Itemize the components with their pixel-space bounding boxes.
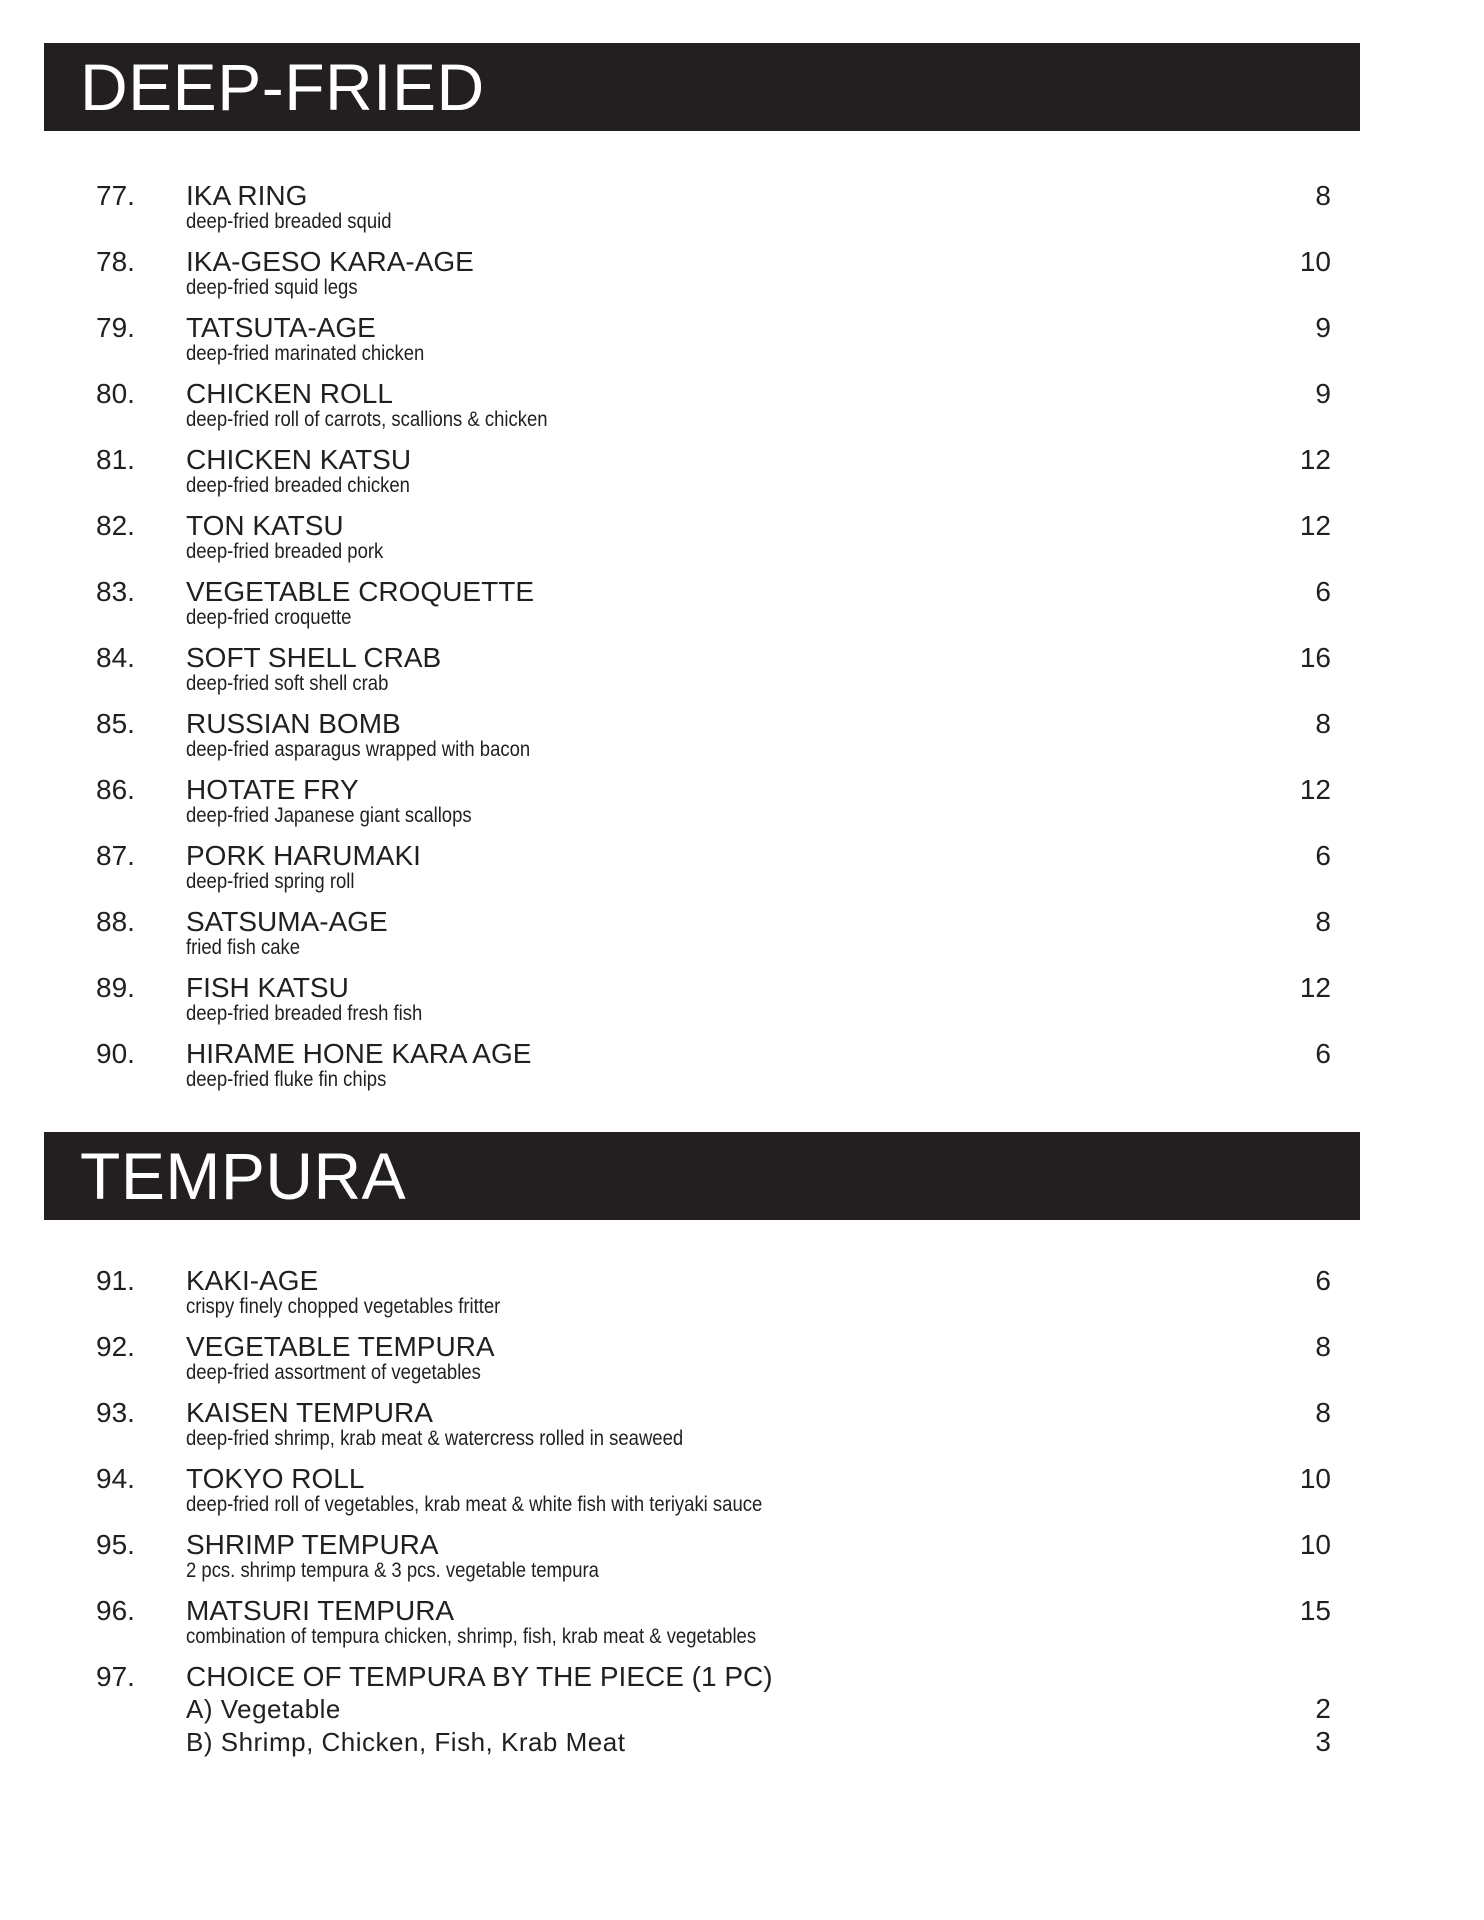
item-price: 6	[1315, 576, 1331, 607]
item-description: deep-fried assortment of vegetables	[186, 1361, 481, 1384]
menu-item	[0, 901, 1484, 967]
item-number: 77.	[96, 180, 135, 211]
menu-item	[0, 1033, 1484, 1099]
menu-item	[0, 637, 1484, 703]
menu-item	[0, 703, 1484, 769]
item-name: TOKYO ROLL	[186, 1463, 365, 1494]
item-number: 88.	[96, 906, 135, 937]
menu-item	[0, 241, 1484, 307]
item-name: MATSURI TEMPURA	[186, 1595, 455, 1626]
item-price: 12	[1299, 444, 1331, 475]
item-number: 80.	[96, 378, 135, 409]
item-name: RUSSIAN BOMB	[186, 708, 401, 739]
tempura-banner	[44, 1132, 1360, 1220]
item-name: VEGETABLE TEMPURA	[186, 1331, 495, 1362]
deep-fried-title: DEEP-FRIED	[80, 50, 485, 124]
item-description: deep-fried fluke fin chips	[186, 1068, 387, 1091]
tempura-choice-options	[0, 1693, 1484, 1759]
menu-item	[0, 769, 1484, 835]
item-price: 6	[1315, 1038, 1331, 1069]
item-number: 84.	[96, 642, 135, 673]
menu-item	[0, 505, 1484, 571]
item-name: VEGETABLE CROQUETTE	[186, 576, 534, 607]
item-description: deep-fried Japanese giant scallops	[186, 804, 472, 827]
item-name: CHICKEN ROLL	[186, 378, 393, 409]
menu-item	[0, 1260, 1484, 1326]
item-name: SOFT SHELL CRAB	[186, 642, 442, 673]
item-description: combination of tempura chicken, shrimp, fish, krab meat & vegetables	[186, 1625, 757, 1648]
item-name: CHOICE OF TEMPURA BY THE PIECE (1 PC)	[186, 1661, 773, 1692]
item-price: 8	[1315, 708, 1331, 739]
item-name: SATSUMA-AGE	[186, 906, 388, 937]
deep-fried-banner	[44, 43, 1360, 131]
item-number: 94.	[96, 1463, 135, 1494]
item-description: deep-fried roll of carrots, scallions & chicken	[186, 408, 548, 431]
item-description: deep-fried squid legs	[186, 276, 358, 299]
tempura-title: TEMPURA	[80, 1139, 407, 1213]
menu-item	[0, 373, 1484, 439]
item-description: deep-fried asparagus wrapped with bacon	[186, 738, 531, 761]
item-price: 9	[1315, 312, 1331, 343]
item-description: fried fish cake	[186, 936, 301, 959]
item-description: deep-fried breaded squid	[186, 210, 392, 233]
item-price: 6	[1315, 840, 1331, 871]
menu-item	[0, 967, 1484, 1033]
item-name: FISH KATSU	[186, 972, 349, 1003]
item-number: 93.	[96, 1397, 135, 1428]
item-price: 6	[1315, 1265, 1331, 1296]
menu-item	[0, 1392, 1484, 1458]
item-number: 91.	[96, 1265, 135, 1296]
choice-label: B) Shrimp, Chicken, Fish, Krab Meat	[186, 1727, 626, 1757]
item-price: 10	[1299, 1529, 1331, 1560]
item-name: TON KATSU	[186, 510, 344, 541]
menu-item	[0, 571, 1484, 637]
item-description: 2 pcs. shrimp tempura & 3 pcs. vegetable tempura	[186, 1559, 599, 1582]
item-name: IKA-GESO KARA-AGE	[186, 246, 474, 277]
item-name: HOTATE FRY	[186, 774, 359, 805]
item-description: deep-fried croquette	[186, 606, 352, 629]
item-description: deep-fried shrimp, krab meat & watercress rolled in seaweed	[186, 1427, 684, 1450]
item-number: 95.	[96, 1529, 135, 1560]
item-price: 8	[1315, 1331, 1331, 1362]
choice-label: A) Vegetable	[186, 1694, 341, 1724]
choice-option	[0, 1726, 1484, 1759]
item-number: 78.	[96, 246, 135, 277]
item-name: HIRAME HONE KARA AGE	[186, 1038, 532, 1069]
item-number: 82.	[96, 510, 135, 541]
menu-item	[0, 439, 1484, 505]
item-number: 85.	[96, 708, 135, 739]
item-number: 83.	[96, 576, 135, 607]
item-name: TATSUTA-AGE	[186, 312, 376, 343]
item-name: IKA RING	[186, 180, 308, 211]
item-price: 16	[1299, 642, 1331, 673]
item-number: 92.	[96, 1331, 135, 1362]
item-price: 10	[1299, 1463, 1331, 1494]
item-name: KAKI-AGE	[186, 1265, 319, 1296]
item-name: SHRIMP TEMPURA	[186, 1529, 439, 1560]
menu-item	[0, 1458, 1484, 1524]
menu-item	[0, 1524, 1484, 1590]
item-description: deep-fried breaded pork	[186, 540, 384, 563]
item-price: 12	[1299, 972, 1331, 1003]
item-description: deep-fried breaded chicken	[186, 474, 410, 497]
item-number: 79.	[96, 312, 135, 343]
item-description: deep-fried marinated chicken	[186, 342, 425, 365]
item-description: deep-fried spring roll	[186, 870, 355, 893]
item-number: 90.	[96, 1038, 135, 1069]
item-price: 12	[1299, 510, 1331, 541]
menu-item	[0, 307, 1484, 373]
item-name: PORK HARUMAKI	[186, 840, 421, 871]
item-description: deep-fried soft shell crab	[186, 672, 389, 695]
item-price: 8	[1315, 1397, 1331, 1428]
item-price: 10	[1299, 246, 1331, 277]
item-number: 81.	[96, 444, 135, 475]
menu-item	[0, 175, 1484, 241]
item-price: 12	[1299, 774, 1331, 805]
item-price: 15	[1299, 1595, 1331, 1626]
menu-item	[0, 835, 1484, 901]
item-name: KAISEN TEMPURA	[186, 1397, 433, 1428]
item-description: deep-fried breaded fresh fish	[186, 1002, 423, 1025]
item-name: CHICKEN KATSU	[186, 444, 412, 475]
item-number: 86.	[96, 774, 135, 805]
item-number: 96.	[96, 1595, 135, 1626]
deep-fried-menu-list	[0, 175, 1484, 1099]
item-number: 97.	[96, 1661, 135, 1692]
item-number: 89.	[96, 972, 135, 1003]
item-description: crispy finely chopped vegetables fritter	[186, 1295, 501, 1318]
item-number: 87.	[96, 840, 135, 871]
choice-price: 3	[1315, 1726, 1331, 1757]
item-price: 9	[1315, 378, 1331, 409]
item-description: deep-fried roll of vegetables, krab meat & white fish with teriyaki sauce	[186, 1493, 763, 1516]
menu-item	[0, 1590, 1484, 1656]
item-price: 8	[1315, 180, 1331, 211]
item-price: 8	[1315, 906, 1331, 937]
tempura-menu-list	[0, 1260, 1484, 1722]
choice-price: 2	[1315, 1693, 1331, 1724]
menu-item	[0, 1326, 1484, 1392]
choice-option	[0, 1693, 1484, 1726]
